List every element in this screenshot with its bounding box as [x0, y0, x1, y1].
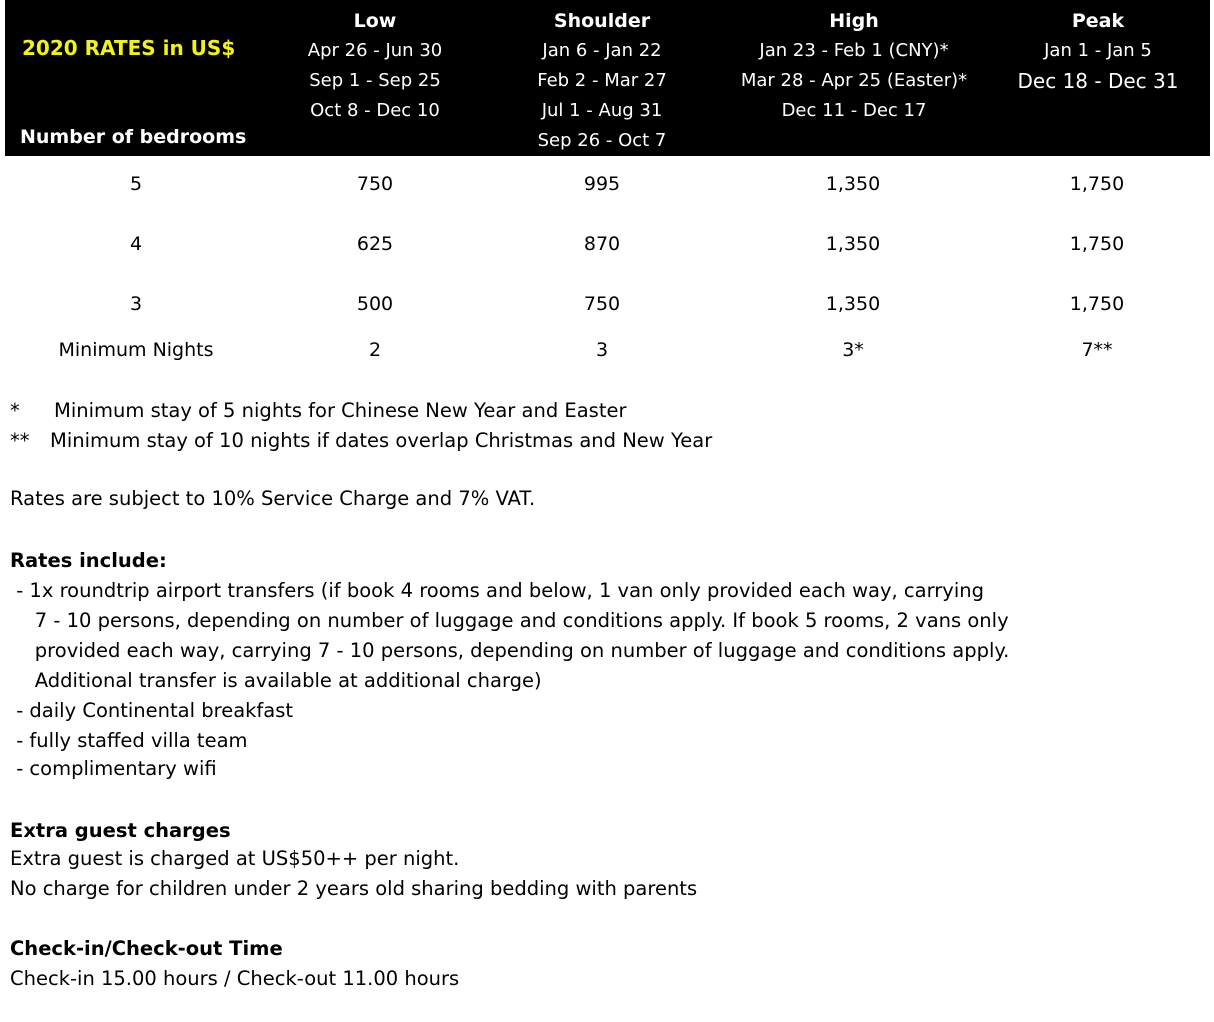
row-label: 3 — [129, 293, 143, 315]
season-date: Sep 26 - Oct 7 — [537, 130, 667, 151]
season-date: Mar 28 - Apr 25 (Easter)* — [740, 70, 968, 91]
rate-cell: 1,750 — [1069, 233, 1125, 255]
min-nights-cell: 2 — [368, 339, 382, 361]
season-high-column — [741, 6, 967, 126]
rate-cell: 1,350 — [825, 233, 881, 255]
rate-cell: 995 — [583, 173, 621, 195]
extra-guest-line: Extra guest is charged at US$50++ per night. — [10, 847, 460, 870]
season-date: Sep 1 - Sep 25 — [309, 70, 441, 91]
season-name: High — [829, 10, 879, 32]
rate-cell: 1,750 — [1069, 173, 1125, 195]
row-label: 4 — [129, 233, 143, 255]
extra-guest-heading: Extra guest charges — [10, 819, 231, 842]
rate-cell: 625 — [356, 233, 394, 255]
rate-cell: 500 — [356, 293, 394, 315]
row-header-label: Number of bedrooms — [20, 126, 247, 148]
includes-line: - 1x roundtrip airport transfers (if book 4 rooms and below, 1 van only provided each way, carrying — [10, 579, 984, 602]
season-name: Shoulder — [553, 10, 651, 32]
season-date: Jan 6 - Jan 22 — [542, 40, 662, 61]
checkin-heading: Check-in/Check-out Time — [10, 937, 283, 960]
season-date: Jan 23 - Feb 1 (CNY)* — [759, 40, 949, 61]
min-nights-cell: 3* — [842, 339, 864, 361]
min-nights-cell: 3 — [595, 339, 609, 361]
includes-line: - fully staffed villa team — [10, 729, 248, 752]
season-name: Low — [353, 10, 397, 32]
footnote-text: Minimum stay of 5 nights for Chinese New Year and Easter — [54, 399, 627, 422]
includes-line: - complimentary wifi — [10, 757, 217, 780]
row-label: Minimum Nights — [58, 339, 214, 361]
min-nights-cell: 7** — [1081, 339, 1113, 361]
rate-cell: 750 — [356, 173, 394, 195]
footnote-mark: * — [10, 399, 20, 422]
footnote-mark: ** — [10, 429, 30, 452]
season-date: Apr 26 - Jun 30 — [307, 40, 443, 61]
rate-cell: 750 — [583, 293, 621, 315]
season-date: Dec 11 - Dec 17 — [781, 100, 927, 121]
season-date: Feb 2 - Mar 27 — [537, 70, 667, 91]
includes-line: 7 - 10 persons, depending on number of luggage and conditions apply. If book 5 rooms, 2 vans only — [10, 609, 1009, 632]
row-label: 5 — [129, 173, 143, 195]
table-title: 2020 RATES in US$ — [22, 36, 236, 60]
season-peak-column — [1018, 6, 1179, 96]
season-shoulder-column — [537, 6, 667, 156]
season-low-column — [308, 6, 442, 126]
rate-cell: 1,350 — [825, 173, 881, 195]
rate-cell: 870 — [583, 233, 621, 255]
footnote-text: Minimum stay of 10 nights if dates overlap Christmas and New Year — [50, 429, 713, 452]
season-date: Dec 18 - Dec 31 — [1017, 69, 1179, 93]
season-name: Peak — [1071, 10, 1125, 32]
rate-cell: 1,750 — [1069, 293, 1125, 315]
footnote — [10, 429, 712, 452]
season-date: Jan 1 - Jan 5 — [1044, 40, 1152, 61]
includes-line: Additional transfer is available at additional charge) — [10, 669, 542, 692]
tax-note: Rates are subject to 10% Service Charge and 7% VAT. — [10, 487, 536, 510]
season-date: Jul 1 - Aug 31 — [541, 100, 663, 121]
includes-line: provided each way, carrying 7 - 10 persons, depending on number of luggage and conditions apply. — [10, 639, 1010, 662]
footnote — [10, 399, 626, 422]
includes-line: - daily Continental breakfast — [10, 699, 294, 722]
rates-table-header — [5, 0, 1210, 156]
extra-guest-line: No charge for children under 2 years old sharing bedding with parents — [10, 877, 698, 900]
rate-cell: 1,350 — [825, 293, 881, 315]
season-date: Oct 8 - Dec 10 — [310, 100, 440, 121]
includes-heading: Rates include: — [10, 549, 167, 572]
checkin-line: Check-in 15.00 hours / Check-out 11.00 hours — [10, 967, 460, 990]
